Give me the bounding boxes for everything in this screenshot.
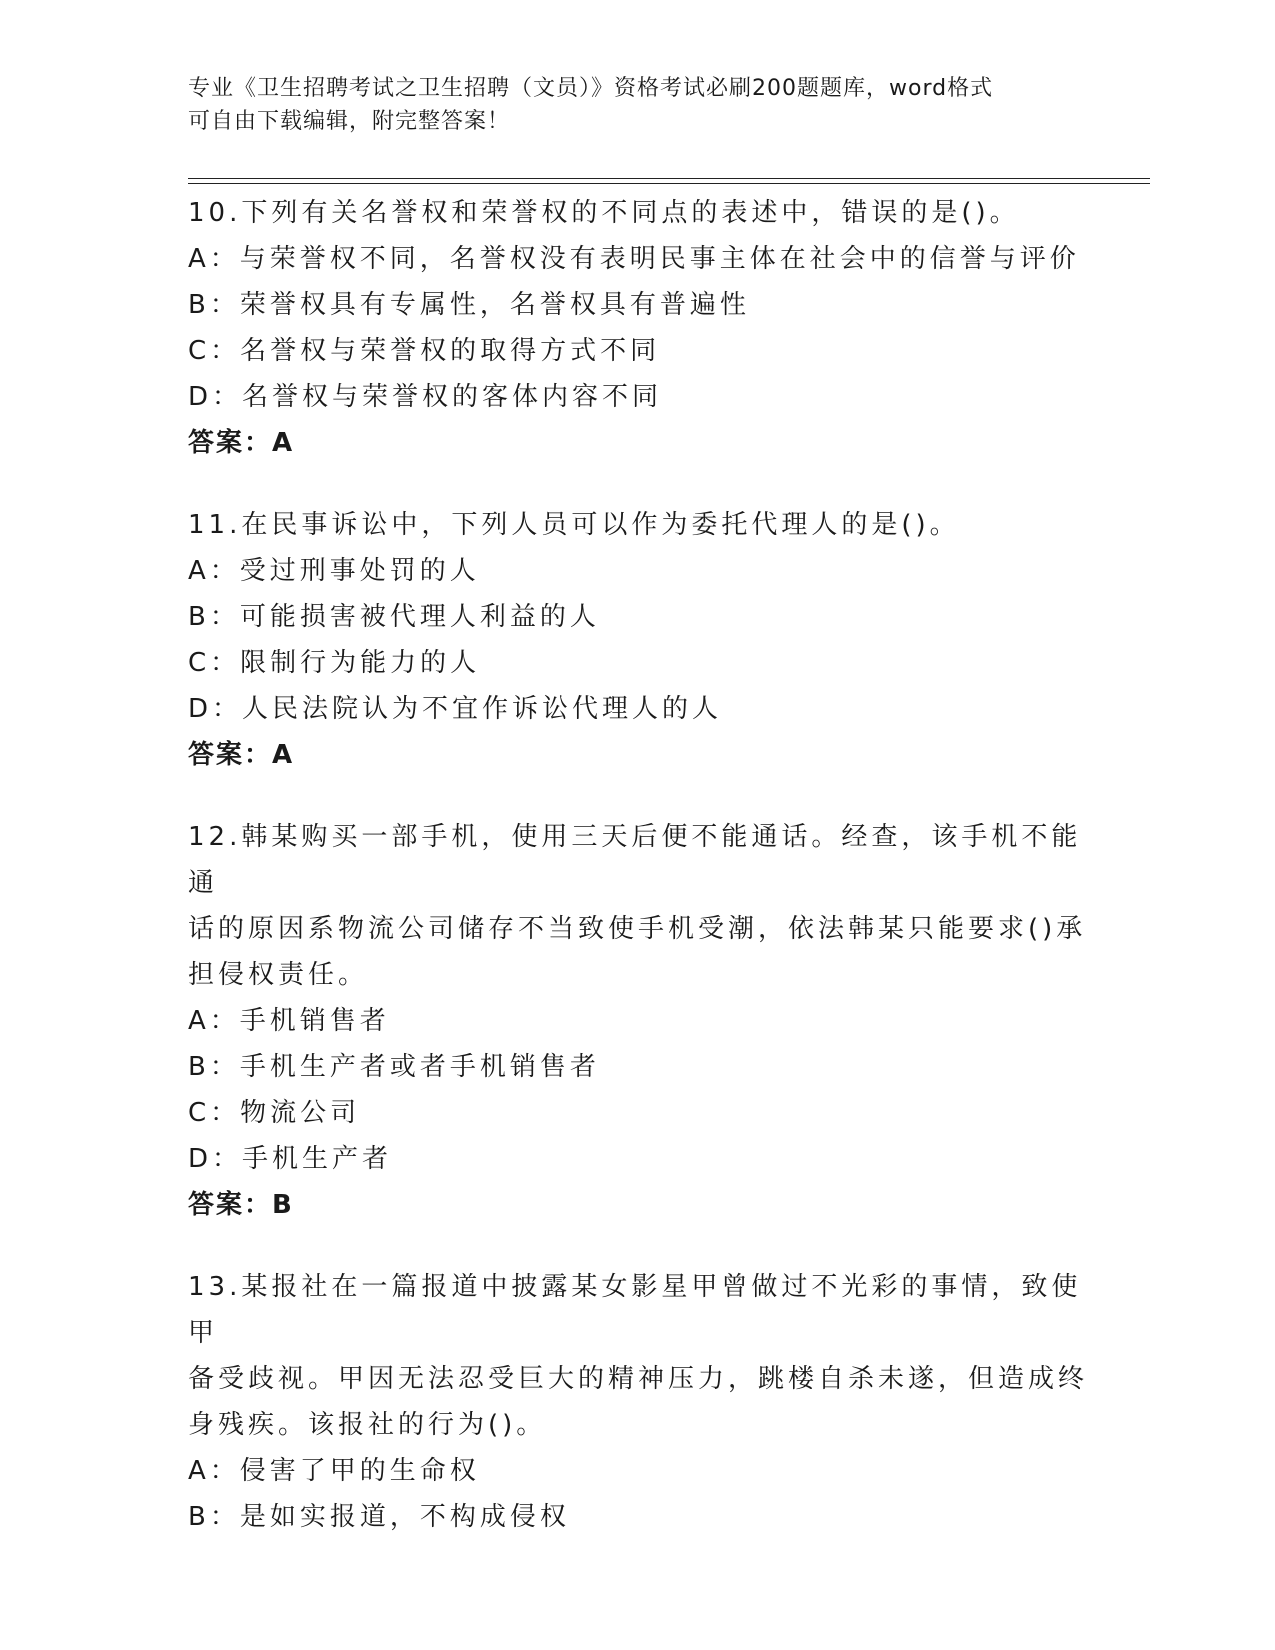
option-a: A：受过刑事处罚的人 xyxy=(188,556,480,586)
question-stem-line-2: 备受歧视。甲因无法忍受巨大的精神压力，跳楼自杀未遂，但造成终 xyxy=(188,1364,1089,1394)
option-b: B：是如实报道，不构成侵权 xyxy=(188,1502,570,1532)
document-header xyxy=(188,72,1088,138)
option-c: C：限制行为能力的人 xyxy=(188,648,481,678)
header-line-1: 专业《卫生招聘考试之卫生招聘（文员）》资格考试必刷200题题库，word格式 xyxy=(188,76,994,101)
question-stem-line-1: 13.某报社在一篇报道中披露某女影星甲曾做过不光彩的事情，致使甲 xyxy=(188,1272,1082,1348)
option-c: C：物流公司 xyxy=(188,1098,361,1128)
answer: 答案：A xyxy=(188,740,295,770)
question-stem-line-2: 话的原因系物流公司储存不当致使手机受潮，依法韩某只能要求()承 xyxy=(188,914,1087,944)
option-d: D：名誉权与荣誉权的客体内容不同 xyxy=(188,382,663,412)
question-13 xyxy=(188,1264,1088,1540)
header-line-2: 可自由下载编辑，附完整答案！ xyxy=(188,109,511,134)
question-11 xyxy=(188,502,1088,778)
option-a: A：手机销售者 xyxy=(188,1006,390,1036)
option-d: D：人民法院认为不宜作诉讼代理人的人 xyxy=(188,694,723,724)
question-list xyxy=(188,190,1088,1576)
option-a: A：与荣誉权不同，名誉权没有表明民事主体在社会中的信誉与评价 xyxy=(188,244,1080,274)
question-stem-line-3: 担侵权责任。 xyxy=(188,960,369,990)
header-divider-top xyxy=(188,178,1150,179)
question-stem-line-1: 12.韩某购买一部手机，使用三天后便不能通话。经查，该手机不能通 xyxy=(188,822,1082,898)
question-stem-line-3: 身残疾。该报社的行为()。 xyxy=(188,1410,547,1440)
option-b: B：可能损害被代理人利益的人 xyxy=(188,602,600,632)
answer: 答案：A xyxy=(188,428,295,458)
header-divider-bottom xyxy=(188,183,1150,184)
option-c: C：名誉权与荣誉权的取得方式不同 xyxy=(188,336,661,366)
question-stem: 10.下列有关名誉权和荣誉权的不同点的表述中，错误的是()。 xyxy=(188,198,1020,228)
question-12 xyxy=(188,814,1088,1228)
option-b: B：手机生产者或者手机销售者 xyxy=(188,1052,600,1082)
question-stem: 11.在民事诉讼中，下列人员可以作为委托代理人的是()。 xyxy=(188,510,960,540)
question-10 xyxy=(188,190,1088,466)
answer: 答案：B xyxy=(188,1190,294,1220)
option-b: B：荣誉权具有专属性，名誉权具有普遍性 xyxy=(188,290,750,320)
option-a: A：侵害了甲的生命权 xyxy=(188,1456,480,1486)
option-d: D：手机生产者 xyxy=(188,1144,393,1174)
